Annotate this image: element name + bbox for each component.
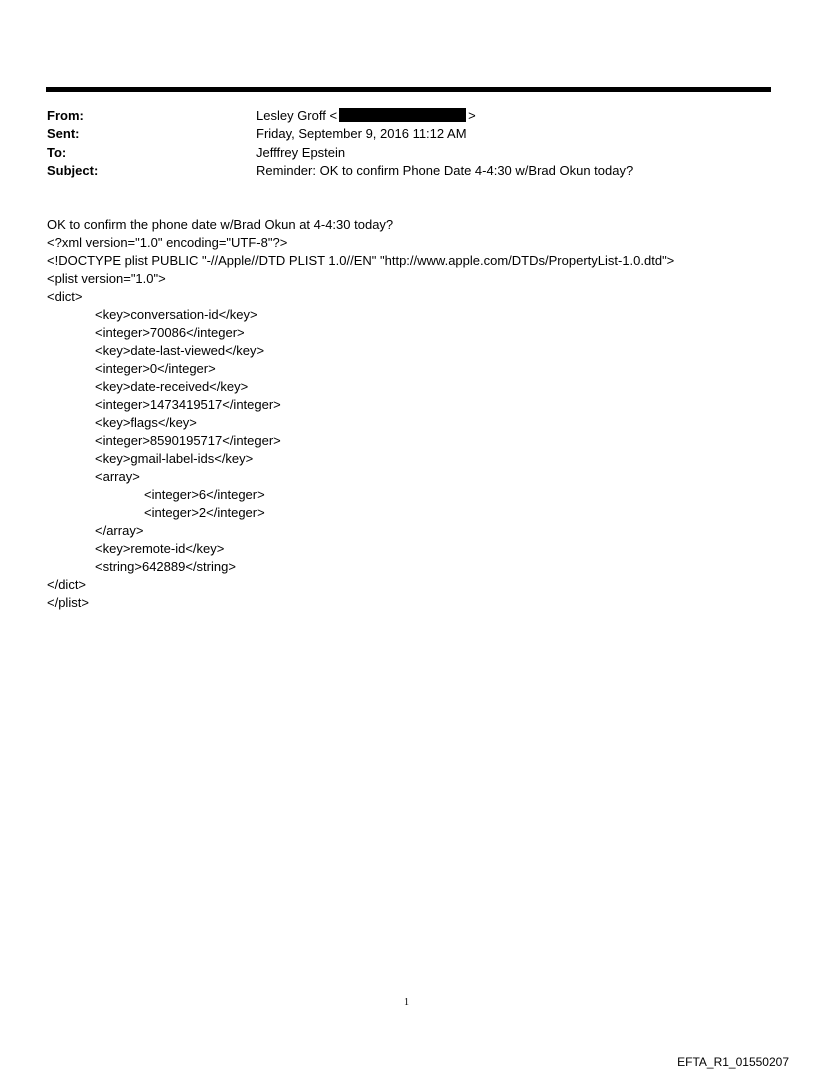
- redaction-box: [339, 108, 466, 122]
- header-rule: [46, 87, 771, 92]
- body-line: <key>gmail-label-ids</key>: [95, 451, 254, 466]
- body-line: <key>conversation-id</key>: [95, 307, 258, 322]
- from-value: [256, 107, 476, 125]
- body-line: </plist>: [47, 595, 89, 610]
- to-value: Jefffrey Epstein: [256, 145, 346, 160]
- document-id: EFTA_R1_01550207: [677, 1055, 789, 1069]
- body-line: <integer>6</integer>: [144, 487, 265, 502]
- body-line: <integer>1473419517</integer>: [95, 397, 281, 412]
- subject-label: Subject:: [47, 163, 99, 178]
- body-line: <plist version="1.0">: [47, 271, 166, 286]
- to-label-row: [47, 144, 66, 162]
- sent-label-row: [47, 125, 80, 143]
- from-name: Lesley Groff <: [256, 108, 338, 123]
- body-line: </dict>: [47, 577, 87, 592]
- from-label-row: [47, 107, 84, 125]
- body-line: <string>642889</string>: [95, 559, 236, 574]
- from-close: >: [468, 108, 476, 123]
- body-line: <array>: [95, 469, 140, 484]
- body-line: <integer>8590195717</integer>: [95, 433, 281, 448]
- body-line: <key>flags</key>: [95, 415, 197, 430]
- to-label: To:: [47, 145, 67, 160]
- body-line: <integer>70086</integer>: [95, 325, 245, 340]
- page-number: 1: [404, 997, 409, 1008]
- body-line: <dict>: [47, 289, 83, 304]
- body-line: <key>date-received</key>: [95, 379, 249, 394]
- from-label: From:: [47, 108, 84, 123]
- email-body: [47, 216, 674, 612]
- body-line: <key>date-last-viewed</key>: [95, 343, 265, 358]
- body-line: <?xml version="1.0" encoding="UTF-8"?>: [47, 235, 288, 250]
- sent-value: Friday, September 9, 2016 11:12 AM: [256, 126, 467, 141]
- sent-label: Sent:: [47, 126, 80, 141]
- body-line: OK to confirm the phone date w/Brad Okun at 4-4:30 today?: [47, 217, 394, 232]
- body-line: <integer>0</integer>: [95, 361, 216, 376]
- subject-value: Reminder: OK to confirm Phone Date 4-4:30 w/Brad Okun today?: [256, 163, 634, 178]
- body-line: <!DOCTYPE plist PUBLIC "-//Apple//DTD PLIST 1.0//EN" "http://www.apple.com/DTDs/PropertyList-1.0.dtd">: [47, 253, 675, 268]
- body-line: </array>: [95, 523, 144, 538]
- subject-label-row: [47, 162, 98, 180]
- body-line: <integer>2</integer>: [144, 505, 265, 520]
- body-line: <key>remote-id</key>: [95, 541, 225, 556]
